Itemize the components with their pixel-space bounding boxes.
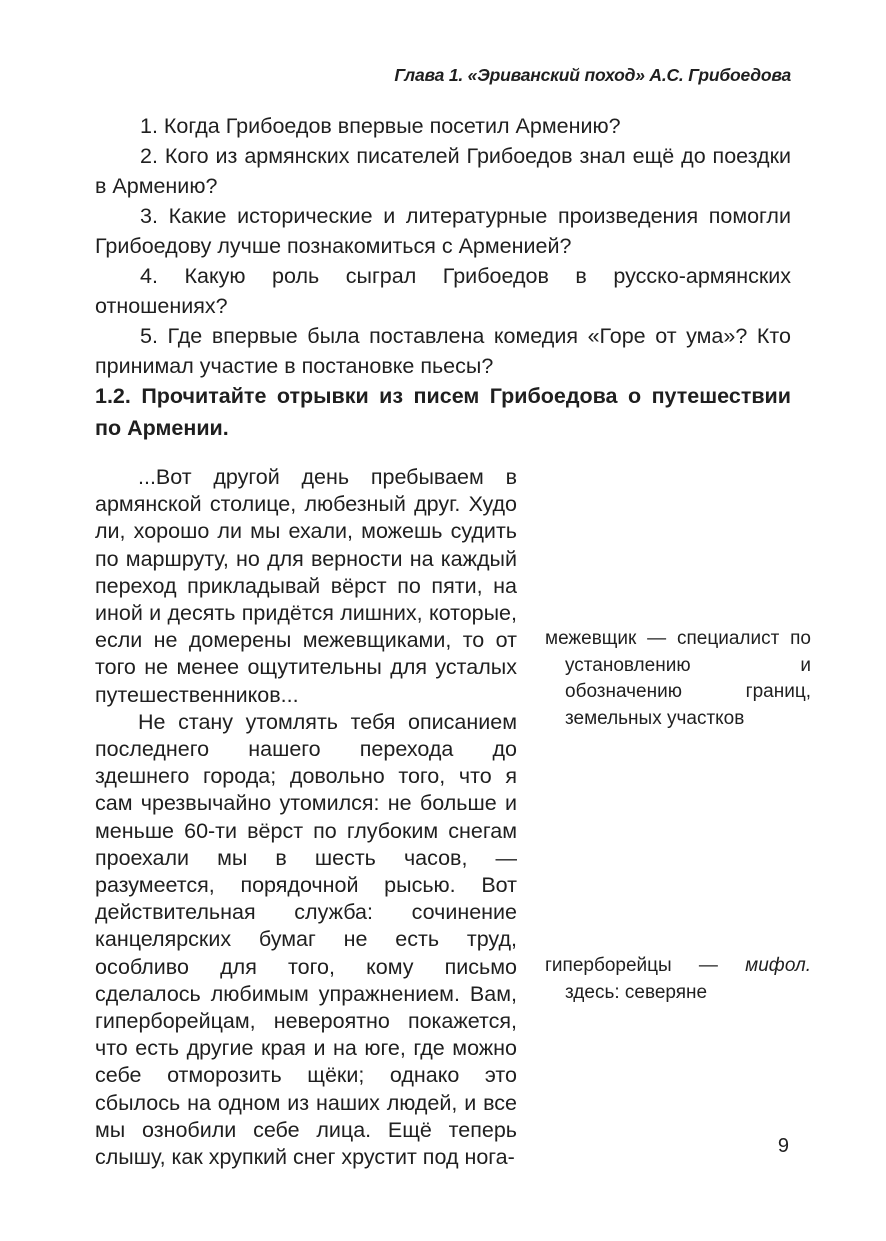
question-item: 3. Какие исторические и литературные произведения помогли Грибоедову лучше познакомиться с Арменией? <box>95 204 791 258</box>
margin-note-definition: здесь: северяне <box>565 981 708 1003</box>
letter-paragraph: ...Вот другой день пребываем в армянской столице, любезный друг. Худо ли, хорошо ли мы ехали, можешь судить по маршруту, но для верности на каждый переход прикладывай вёрст по пяти, на иной и десять придётся лишних, которые, если не домерены межевщиками, то от того не менее ощутительны для усталых путешественников... <box>95 465 517 707</box>
margin-note-label-italic: мифол. <box>745 955 811 976</box>
margin-note-mezhevshchik: межевщик — специалист по установлению и обозначению границ, земельных участков <box>545 628 811 729</box>
question-item: 1. Когда Грибоедов впервые посетил Армению? <box>140 114 621 138</box>
margin-note-giperboreitsy <box>545 953 811 1006</box>
question-item: 2. Кого из армянских писателей Грибоедов знал ещё до поездки в Армению? <box>95 144 791 198</box>
letter-content <box>95 464 811 1171</box>
chapter-running-header: Глава 1. «Эриванский поход» А.С. Грибоедова <box>394 65 791 85</box>
question-item: 5. Где впервые была поставлена комедия «Горе от ума»? Кто принимал участие в постановке пьесы? <box>95 324 791 378</box>
page-number: 9 <box>777 1135 789 1157</box>
question-item: 4. Какую роль сыграл Грибоедов в русско-армянских отношениях? <box>95 264 791 318</box>
letter-paragraph: Не стану утомлять тебя описанием последнего нашего перехода до здешнего города; довольно того, что я сам чрезвычайно утомился: не больше и меньше 60-ти вёрст по глубоким снегам проехали мы в шесть часов, — разумеется, порядочной рысью. Вот действительная служба: сочинение канцелярских бумаг не есть труд, особливо для того, кому письмо сделалось любимым упражнением. Вам, гиперборейцам, невероятно покажется, что есть другие края и на юге, где можно себе отморозить щёки; однако это сбылось на одном из наших людей, и все мы ознобили себе лица. Ещё теперь слышу, как хрупкий снег хрустит под нога- <box>95 709 517 1170</box>
letter-body-column <box>95 464 517 1171</box>
questions-block <box>95 111 791 381</box>
section-heading: 1.2. Прочитайте отрывки из писем Грибоедова о путешествии по Армении. <box>95 384 791 440</box>
margin-note-term: гиперборейцы — <box>545 955 746 976</box>
